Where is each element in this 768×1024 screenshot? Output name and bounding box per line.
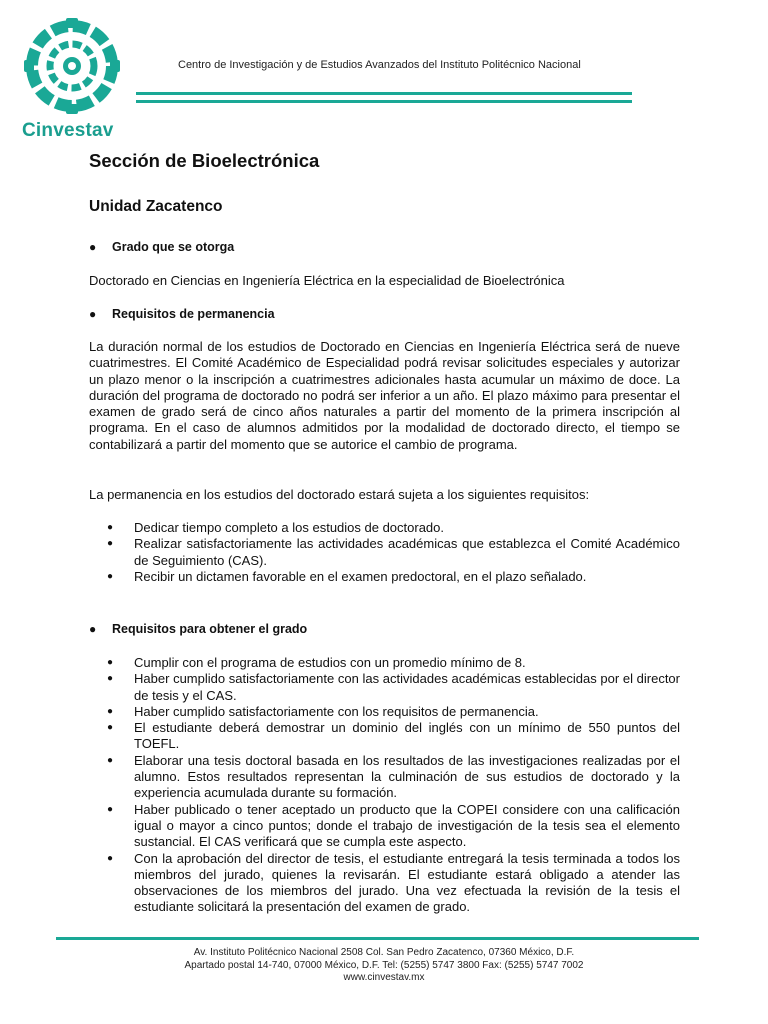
list-item: ● Recibir un dictamen favorable en el examen predoctoral, en el plazo señalado. [107,568,587,584]
bullet-icon: ● [89,622,97,636]
bullet-icon: ● [107,522,114,533]
footer [0,947,768,985]
bullet-icon: ● [89,307,97,321]
footer-address: Av. Instituto Politécnico Nacional 2508 Col. San Pedro Zacatenco, 07360 México, D.F. [193,947,575,958]
bullet-icon: ● [107,803,114,815]
list-item: ● Con la aprobación del director de tesis, el estudiante entregará la tesis terminada a todos los miembros del jurado, quienes la revisarán. El estudiante estará obligado a atender las observaciones de los miembros del jurado. Una vez efectuada la revisión de la tesis el estudiante solicitará la presentación del examen de grado. [107,850,680,915]
logo-wordmark: Cinvestav [22,120,114,141]
list-item: ● Dedicar tiempo completo a los estudios de doctorado. [107,520,445,535]
list-item: ● Cumplir con el programa de estudios con un promedio mínimo de 8. [107,655,526,670]
footer-website: www.cinvestav.mx [343,972,425,983]
bullet-icon: ● [107,570,114,582]
bullet-icon: ● [107,754,114,766]
bullet-icon: ● [107,722,114,734]
permanencia-intro: La permanencia en los estudios del doctorado estará sujeta a los siguientes requisitos: [89,487,590,502]
bullet-icon: ● [89,240,97,254]
footer-contact: Apartado postal 14-740, 07000 México, D.F. Tel: (5255) 5747 3800 Fax: (5255) 5747 7002 [184,959,584,971]
bullet-icon: ● [107,538,114,550]
grado-text: Doctorado en Ciencias en Ingeniería Eléctrica en la especialidad de Bioelectrónica [89,273,565,288]
list-item: ● Haber publicado o tener aceptado un producto que la COPEI considere con una calificación igual o mayor a cinco puntos; donde el trabajo de investigación de la tesis sea el elemento sustancial. El CAS verificará que se cumpla este aspecto. [107,801,680,850]
footer-rule [56,937,699,940]
cinvestav-emblem-icon [22,16,122,116]
page-subtitle: Unidad Zacatenco [89,198,223,215]
permanencia-paragraph: La duración normal de los estudios de Doctorado en Ciencias en Ingeniería Eléctrica será de nueve cuatrimestres. El Comité Académico de Especialidad podrá revisar solicitudes especiales y autorizar un plazo menor o la inscripción a cuatrimestres adicionales hasta acumular un máximo de doce. La duración del programa de doctorado no podrá ser inferior a un año. El plazo máximo para presentar el examen de grado será de cinco años naturales a partir del momento de la primera inscripción al programa. En el caso de alumnos admitidos por la modalidad de doctorado directo, el tiempo se contabilizará a partir del momento que se autorice el cambio de programa. [89,339,680,452]
list-item: ● Haber cumplido satisfactoriamente con las actividades académicas establecidas por el director de tesis y el CAS. [107,671,680,703]
bullet-icon: ● [107,657,114,668]
cinvestav-logo [22,16,122,140]
list-item: ● El estudiante deberá demostrar un dominio del inglés con un mínimo de 550 puntos del TOEFL. [107,720,680,752]
header-rule-top [136,92,632,95]
list-item: ● Elaborar una tesis doctoral basada en los resultados de las investigaciones realizadas por el alumno. Estos resultados representan la culminación de sus estudios de doctorado y la experiencia acumulada durante su formación. [107,752,680,801]
bullet-icon: ● [107,705,114,717]
header-rule-bottom [136,100,632,103]
institution-name: Centro de Investigación y de Estudios Avanzados del Instituto Politécnico Nacional [178,59,581,71]
bullet-icon: ● [107,673,114,685]
list-item: ● Haber cumplido satisfactoriamente con los requisitos de permanencia. [107,703,539,719]
permanencia-list [107,520,680,585]
bullet-icon: ● [107,852,114,864]
list-item: ● Realizar satisfactoriamente las actividades académicas que establezca el Comité Académico de Seguimiento (CAS). [107,536,680,568]
obtener-list [107,655,680,916]
page-title: Sección de Bioelectrónica [89,150,320,171]
